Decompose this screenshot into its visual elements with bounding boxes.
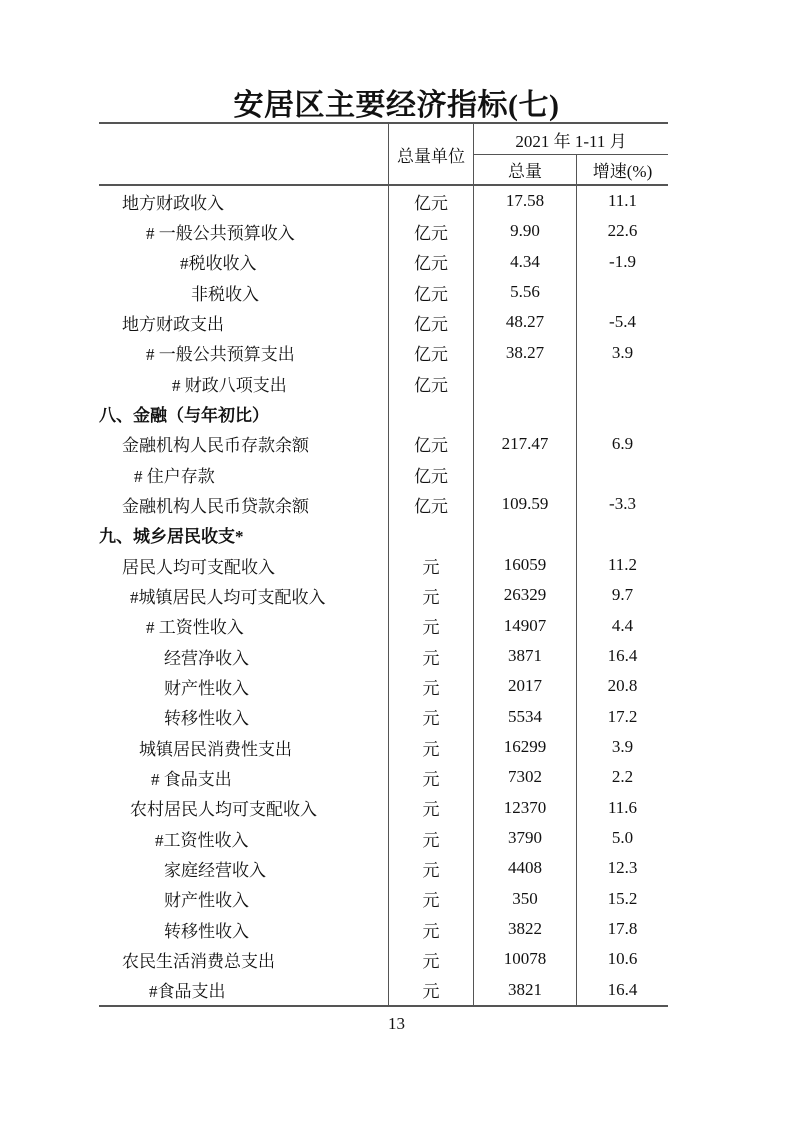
row-label: 地方财政支出 — [99, 307, 389, 337]
row-growth: -5.4 — [609, 312, 636, 332]
row-total — [474, 520, 577, 550]
row-unit: 元 — [389, 823, 474, 853]
table-row — [99, 641, 668, 671]
row-label: # 食品支出 — [99, 762, 389, 792]
row-label: 八、金融（与年初比） — [99, 398, 389, 428]
table-row — [99, 550, 668, 580]
header-indicator-cell — [99, 124, 389, 184]
row-label: # 工资性收入 — [99, 611, 389, 641]
row-total: 3871 — [474, 641, 577, 671]
row-label: 农民生活消费总支出 — [99, 944, 389, 974]
row-total: 4408 — [474, 853, 577, 883]
row-total — [474, 368, 577, 398]
row-growth: 11.2 — [607, 555, 638, 575]
row-total: 16299 — [474, 732, 577, 762]
row-unit — [389, 398, 474, 428]
row-unit: 元 — [389, 732, 474, 762]
row-unit: 元 — [389, 793, 474, 823]
row-label: # 住户存款 — [99, 459, 389, 489]
row-growth: 17.8 — [607, 919, 638, 939]
row-label: # 一般公共预算支出 — [99, 338, 389, 368]
row-unit: 亿元 — [389, 338, 474, 368]
row-label: 转移性收入 — [99, 702, 389, 732]
row-growth: 9.7 — [611, 585, 634, 605]
row-unit: 元 — [389, 702, 474, 732]
row-label: #税收收入 — [99, 247, 389, 277]
table-row — [99, 975, 668, 1005]
row-label: 财产性收入 — [99, 671, 389, 701]
table-row — [99, 489, 668, 519]
row-growth: 22.6 — [607, 221, 638, 241]
row-unit: 元 — [389, 611, 474, 641]
row-label: 转移性收入 — [99, 914, 389, 944]
row-total: 3822 — [474, 914, 577, 944]
row-total: 7302 — [474, 762, 577, 792]
indicators-table — [99, 122, 668, 1007]
row-unit: 元 — [389, 853, 474, 883]
row-label: #城镇居民人均可支配收入 — [99, 580, 389, 610]
row-growth — [577, 398, 668, 428]
table-row — [99, 793, 668, 823]
row-total: 3790 — [474, 823, 577, 853]
row-growth — [577, 459, 668, 489]
row-unit: 亿元 — [389, 216, 474, 246]
table-row — [99, 247, 668, 277]
row-unit: 亿元 — [389, 429, 474, 459]
table-row — [99, 671, 668, 701]
table-row — [99, 732, 668, 762]
table-row — [99, 853, 668, 883]
row-label: 农村居民人均可支配收入 — [99, 793, 389, 823]
table-row — [99, 186, 668, 216]
page-title: 安居区主要经济指标(七) — [233, 89, 560, 122]
row-unit: 元 — [389, 550, 474, 580]
row-growth — [577, 277, 668, 307]
row-label: 金融机构人民币贷款余额 — [99, 489, 389, 519]
header-period-group — [474, 124, 668, 184]
row-total: 3821 — [474, 975, 577, 1005]
row-label: 城镇居民消费性支出 — [99, 732, 389, 762]
table-row — [99, 611, 668, 641]
row-unit: 元 — [389, 762, 474, 792]
row-total: 48.27 — [474, 307, 577, 337]
table-row — [99, 520, 668, 550]
row-growth: 11.6 — [607, 797, 638, 817]
row-label: 地方财政收入 — [99, 186, 389, 216]
table-row — [99, 307, 668, 337]
row-growth: 2.2 — [611, 767, 634, 787]
row-total: 5.56 — [474, 277, 577, 307]
table-row — [99, 914, 668, 944]
row-unit: 亿元 — [389, 368, 474, 398]
row-label: 财产性收入 — [99, 884, 389, 914]
row-unit: 亿元 — [389, 459, 474, 489]
row-unit: 亿元 — [389, 307, 474, 337]
table-row — [99, 216, 668, 246]
row-label: # 财政八项支出 — [99, 368, 389, 398]
row-label: 居民人均可支配收入 — [99, 550, 389, 580]
row-label: 非税收入 — [99, 277, 389, 307]
table-row — [99, 398, 668, 428]
row-total: 17.58 — [474, 186, 577, 216]
page-number: 13 — [388, 1014, 405, 1033]
table-row — [99, 580, 668, 610]
row-unit: 元 — [389, 671, 474, 701]
row-label: 经营净收入 — [99, 641, 389, 671]
table-row — [99, 823, 668, 853]
header-total-cell: 总量 — [474, 155, 577, 184]
table-row — [99, 944, 668, 974]
row-growth: 4.4 — [611, 615, 634, 635]
table-row — [99, 368, 668, 398]
row-unit — [389, 520, 474, 550]
row-unit: 元 — [389, 975, 474, 1005]
row-growth — [577, 520, 668, 550]
row-label: 九、城乡居民收支* — [99, 520, 389, 550]
row-unit: 亿元 — [389, 247, 474, 277]
row-growth: 3.9 — [611, 342, 634, 362]
row-unit: 亿元 — [389, 277, 474, 307]
table-row — [99, 338, 668, 368]
row-unit: 元 — [389, 944, 474, 974]
table-row — [99, 429, 668, 459]
row-growth: 20.8 — [607, 676, 638, 696]
row-unit: 元 — [389, 580, 474, 610]
row-unit: 元 — [389, 914, 474, 944]
row-growth: 15.2 — [607, 888, 638, 908]
row-total: 2017 — [474, 671, 577, 701]
row-growth: 6.9 — [611, 433, 634, 453]
row-growth: 5.0 — [611, 828, 634, 848]
table-row — [99, 277, 668, 307]
row-growth: -1.9 — [609, 251, 636, 271]
row-total: 12370 — [474, 793, 577, 823]
header-unit-cell: 总量单位 — [389, 124, 474, 184]
row-label: #工资性收入 — [99, 823, 389, 853]
row-total — [474, 459, 577, 489]
row-total: 26329 — [474, 580, 577, 610]
table-row — [99, 459, 668, 489]
row-growth: 12.3 — [607, 858, 638, 878]
row-total: 350 — [474, 884, 577, 914]
row-total: 4.34 — [474, 247, 577, 277]
table-row — [99, 762, 668, 792]
row-total: 38.27 — [474, 338, 577, 368]
row-label: 家庭经营收入 — [99, 853, 389, 883]
row-growth: 16.4 — [607, 979, 638, 999]
row-growth: 10.6 — [607, 949, 638, 969]
row-total: 109.59 — [474, 489, 577, 519]
row-growth: 17.2 — [607, 706, 638, 726]
row-unit: 元 — [389, 641, 474, 671]
row-growth: 16.4 — [607, 646, 638, 666]
table-row — [99, 884, 668, 914]
row-growth: 11.1 — [607, 191, 638, 211]
row-unit: 元 — [389, 884, 474, 914]
table-row — [99, 702, 668, 732]
table-header — [99, 124, 668, 186]
header-growth-cell: 增速(%) — [592, 162, 653, 181]
row-growth: -3.3 — [609, 494, 636, 514]
row-unit: 亿元 — [389, 489, 474, 519]
header-period-cell: 2021 年 1-11 月 — [474, 124, 668, 155]
row-total: 14907 — [474, 611, 577, 641]
row-growth — [577, 368, 668, 398]
row-total: 9.90 — [474, 216, 577, 246]
row-growth: 3.9 — [611, 737, 634, 757]
row-label: 金融机构人民币存款余额 — [99, 429, 389, 459]
row-label: # 一般公共预算收入 — [99, 216, 389, 246]
row-total: 217.47 — [474, 429, 577, 459]
header-subrow — [474, 155, 668, 184]
row-total: 5534 — [474, 702, 577, 732]
row-total — [474, 398, 577, 428]
row-label: #食品支出 — [99, 975, 389, 1005]
row-total: 16059 — [474, 550, 577, 580]
table-body — [99, 186, 668, 1005]
row-unit: 亿元 — [389, 186, 474, 216]
row-total: 10078 — [474, 944, 577, 974]
